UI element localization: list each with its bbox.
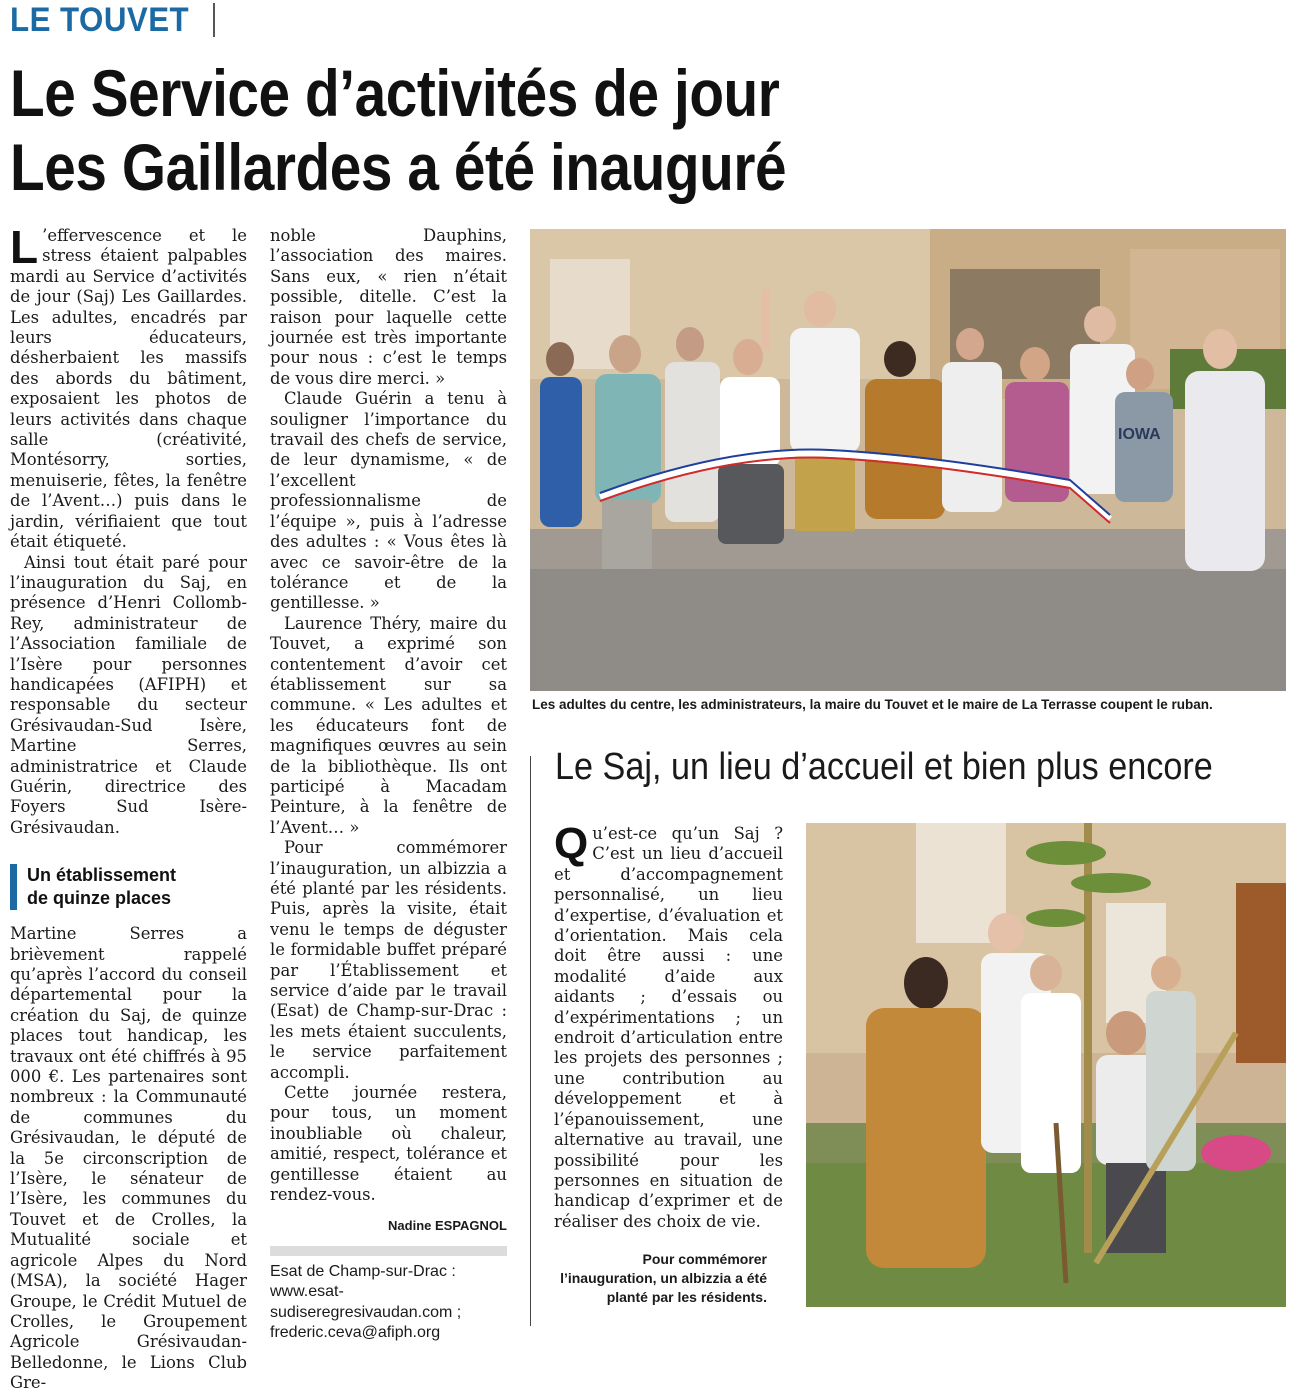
headline bbox=[10, 56, 870, 204]
photo-1-caption: Les adultes du centre, les administrateurs, la maire du Touvet et le maire de La Terrasse coupent le ruban. bbox=[532, 697, 1213, 712]
article-paragraph-3: Martine Serres a brièvement rappelé qu’après l’accord du conseil départemental pour la création du Saj, de quinze places tout handicap, les travaux ont été chiffrés à 95 000 €. Les partenaires sont nombreux : la Communauté de communes du Grésivaudan, le député de la 5e circonscription de l’Isère, le sénateur de l’Isère, les communes du Touvet et de Crolles, la Mutualité sociale et agricole Alpes du Nord (MSA), la société Hager Groupe, le Crédit Mutuel de Crolles, le Groupement Agricole Grésivaudan-Belledonne, le Lions Club Gre- bbox=[10, 924, 247, 1393]
article-paragraph-7: Pour commémorer l’inauguration, un albizzia a été planté par les résidents. Puis, après la visite, était venu le temps de déguster le formidable buffet préparé par l’Établissement et service d’aide par le travail (Esat) de Champ-sur-Drac : les mets étaient succulents, le service parfaitement accompli. bbox=[270, 838, 507, 1082]
sidebar-paragraph-text: u’est-ce qu’un Saj ? C’est un lieu d’accueil et d’accompagnement personnalisé, un lieu d’expertise, d’évaluation et d’orientation. Mais cela doit être aussi : une modalité d’aide aux aidants ; d’essais ou d’expérimentations ; un endroit d’articulation entre les projets des personnes ; une contribution au développement et à l’épanouissement, une alternative au travail, une possibilité pour les personnes en situation de handicap d’exprimer et de réaliser des choix de vie. bbox=[554, 824, 783, 1231]
photo-2-caption: Pour commémorer l’inauguration, un albizzia a été planté par les résidents. bbox=[560, 1251, 767, 1305]
article-paragraph-1-text: ’effervescence et le stress étaient palpables mardi au Service d’activités de jour (Saj) Les Gaillardes. Les adultes, encadrés par leurs éducateurs, désherbaient les massifs des abords du bâtiment, exposaient les photos de leurs activités dans chaque salle (créativité, Montésorry, sorties, menuiserie, fêtes, la fenêtre de l’Avent…) puis dans le jardin, vérifiaient que tout était étiqueté. bbox=[10, 226, 247, 552]
sidebar-title: Le Saj, un lieu d’accueil et bien plus encore bbox=[555, 746, 1213, 788]
article-paragraph-8: Cette journée restera, pour tous, un moment inoubliable où chaleur, amitié, respect, tolérance et gentillesse étaient au rendez-vous. bbox=[270, 1083, 507, 1205]
article-byline: Nadine ESPAGNOL bbox=[388, 1217, 507, 1233]
article-paragraph-5: Claude Guérin a tenu à souligner l’importance du travail des chefs de service, de leur dynamisme, « de l’excellent professionnalisme de l’équipe », puis à l’adresse des adultes : « Vous êtes là avec ce savoir-être de la tolérance et de la gentillesse. » bbox=[270, 389, 507, 613]
rubric-divider bbox=[213, 3, 215, 37]
article-paragraph-2: Ainsi tout était paré pour l’inauguration du Saj, en présence d’Henri Collomb-Rey, administrateur de l’Association familiale de l’Isère pour personnes handicapées (AFIPH) et responsable du secteur Grésivaudan-Sud Isère, Martine Serres, administratrice et Claude Guérin, directrice des Foyers Sud Isère-Grésivaudan. bbox=[10, 552, 247, 837]
article-column-2 bbox=[270, 226, 507, 1344]
rubric-label: LE TOUVET bbox=[10, 0, 190, 39]
article-paragraph-6: Laurence Théry, maire du Touvet, a exprimé son contentement d’avoir cet établissement sur sa commune. « Les adultes et les éducateurs font de magnifiques œuvres au sein de la bibliothèque. Ils ont participé à Macadam Peinture, à la fenêtre de l’Avent… » bbox=[270, 613, 507, 837]
sidebar-paragraph bbox=[554, 819, 783, 1232]
article-paragraph-4: noble Dauphins, l’association des maires. Sans eux, « rien n’était possible, ditelle. C’est la raison pour laquelle cette journée est très importante pour nous : c’est le temps de vous dire merci. » bbox=[270, 226, 507, 388]
headline-line-2: Les Gaillardes a été inauguré bbox=[10, 130, 787, 204]
subhead-line-2: de quinze places bbox=[27, 888, 172, 909]
article-column-1 bbox=[10, 221, 247, 1394]
subhead-accent-bar bbox=[10, 864, 17, 910]
contact-box: Esat de Champ-sur-Drac : www.esat-sudiseregresivaudan.com ; frederic.ceva@afiph.org bbox=[270, 1246, 507, 1344]
sidebar-divider bbox=[530, 756, 531, 1326]
sidebar-column bbox=[554, 819, 783, 1232]
ribbon-cutting-photo-illustration bbox=[530, 229, 1286, 691]
article-subhead bbox=[10, 864, 247, 910]
subhead-line-1: Un établissement bbox=[27, 865, 177, 886]
tree-planting-photo bbox=[806, 823, 1286, 1307]
section-rubric bbox=[10, 0, 215, 40]
headline-line-1: Le Service d’activités de jour bbox=[10, 56, 780, 130]
sidebar-dropcap: Q bbox=[554, 819, 589, 868]
article-paragraph-1 bbox=[10, 221, 247, 553]
iowa-shirt-text: IOWA bbox=[1118, 426, 1161, 443]
tree-planting-photo-illustration bbox=[806, 823, 1286, 1307]
article-dropcap: L bbox=[10, 221, 39, 273]
ribbon-cutting-photo bbox=[530, 229, 1286, 691]
